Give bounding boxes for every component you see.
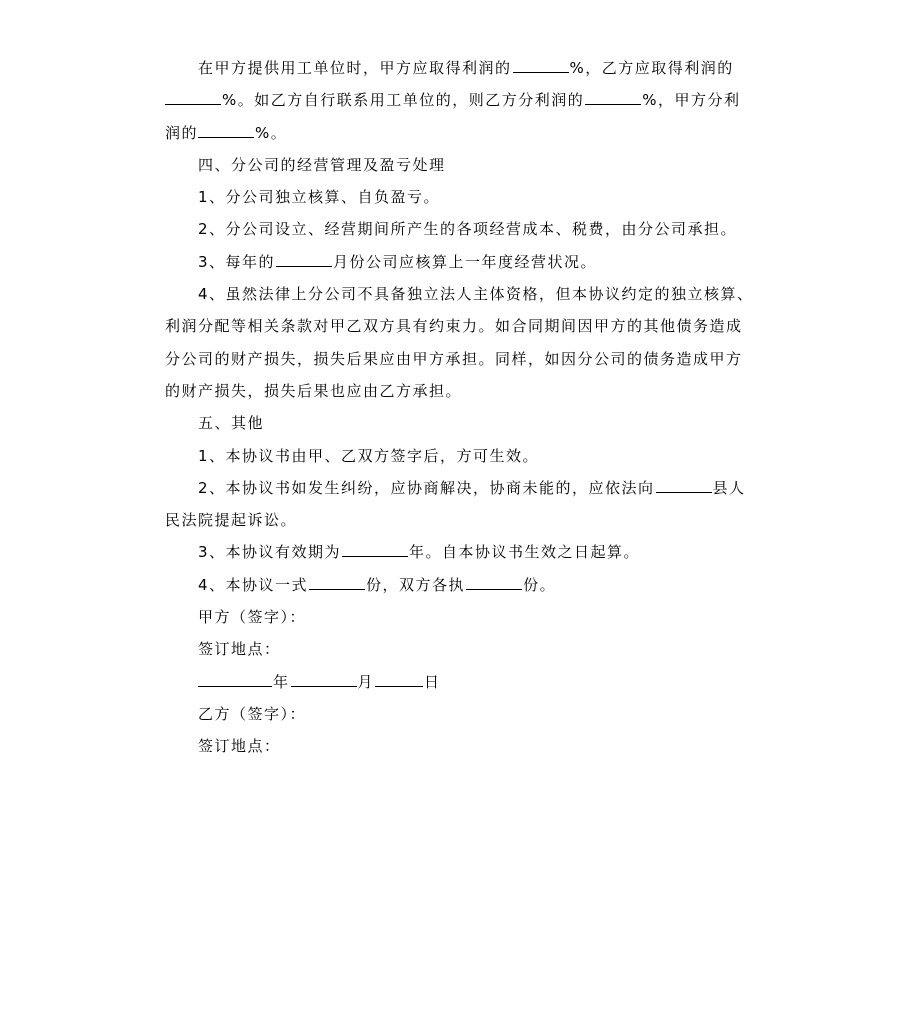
blank-line xyxy=(198,672,272,687)
clause-5-3: 3、本协议有效期为 年。自本协议书生效之日起算。 xyxy=(198,543,641,562)
blank-line xyxy=(513,58,569,73)
blank-line xyxy=(276,252,332,267)
blank-line xyxy=(585,90,641,105)
section-heading-4: 四、分公司的经营管理及盈亏处理 xyxy=(198,155,446,174)
clause-5-1: 1、本协议书由甲、乙双方签字后，方可生效。 xyxy=(198,446,540,465)
profit-share-paragraph: 在甲方提供用工单位时，甲方应取得利润的 %，乙方应取得利润的%。如乙方自行联系用工单位的，则乙方分利润的 %，甲方分利润的 %。 xyxy=(165,59,741,142)
clause-5-2: 2、本协议书如发生纠纷，应协商解决，协商未能的，应依法向 县人民法院提起诉讼。 xyxy=(165,478,746,530)
signing-date: 年 月 日 xyxy=(165,666,757,698)
party-a-signature: 甲方（签字）： xyxy=(198,608,307,627)
clause-4-1: 1、分公司独立核算、自负盈亏。 xyxy=(198,188,441,207)
blank-line xyxy=(291,672,357,687)
blank-line xyxy=(375,672,423,687)
section-heading-5: 五、其他 xyxy=(198,414,265,433)
clause-4-2: 2、分公司设立、经营期间所产生的各项经营成本、税费，由分公司承担。 xyxy=(198,220,738,239)
blank-line xyxy=(165,90,221,105)
blank-line xyxy=(342,542,408,557)
clause-4-4: 4、虽然法律上分公司不具备独立法人主体资格，但本协议约定的独立核算、利润分配等相关条款对甲乙双方具有约束力。如合同期间因甲方的其他债务造成分公司的财产损失，损失后果应由甲方承担。同样，如因分公司的债务造成甲方的财产损失，损失后果也应由乙方承担。 xyxy=(165,285,754,400)
clause-4-3: 3、每年的 月份公司应核算上一年度经营状况。 xyxy=(198,252,598,271)
party-b-place: 签订地点： xyxy=(198,737,281,756)
blank-line xyxy=(466,575,522,590)
blank-line xyxy=(656,478,712,493)
clause-5-4: 4、本协议一式 份，双方各执 份。 xyxy=(198,575,557,594)
party-a-place: 签订地点： xyxy=(198,640,281,659)
party-b-signature: 乙方（签字）： xyxy=(198,704,307,723)
blank-line xyxy=(309,575,365,590)
document-page xyxy=(165,52,757,763)
blank-line xyxy=(198,123,254,138)
